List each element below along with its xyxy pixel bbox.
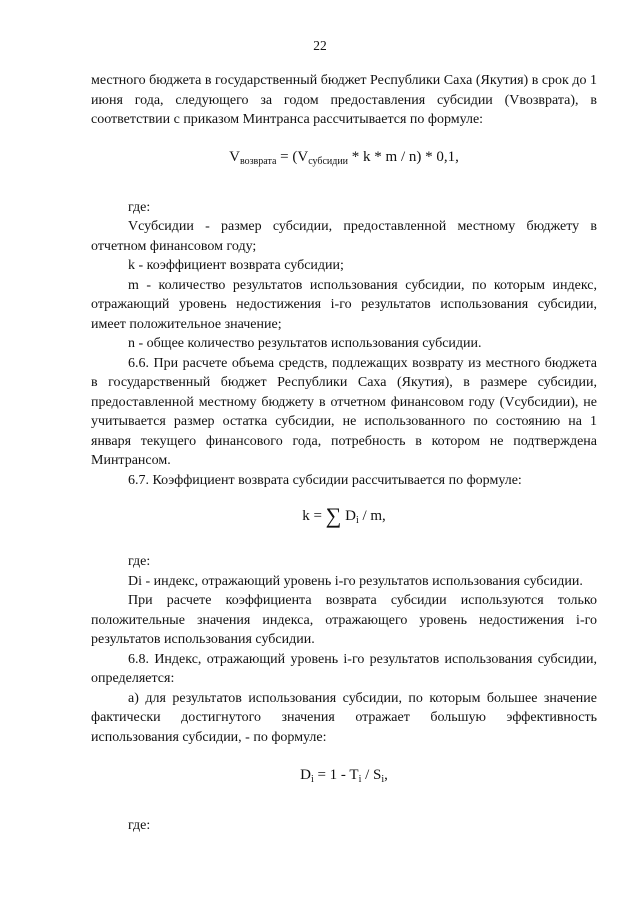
definition-m: m - количество результатов использования субсидии, по которым индекс, отражающий уровень недостижения i-го результатов использования субсидии, имеет положительное значение; <box>91 277 597 332</box>
formula-k <box>91 503 597 528</box>
formula-v-vozvrata <box>91 147 597 167</box>
formula-di-d-subscript: i <box>310 774 314 785</box>
paragraph-calculation-note: При расчете коэффициента возврата субсидии используются только положительные значения индекса, отражающего уровень недостижения i-го результатов использования субсидии. <box>91 593 597 647</box>
formula-v-subscript: возврата <box>239 155 277 167</box>
formula-di-end: , <box>384 767 388 783</box>
clause-6-6: 6.6. При расчете объема средств, подлежащих возврату из местного бюджета в государственный бюджет Республики Саха (Якутия), в размере субсидии, предоставленной местному бюджету в отчетном финансовом году (Vсубсидии), не учитывается размер остатка субсидии, не использованного по состоянию на 1 января текущего финансового года, потребность в котором не подтверждена Минтрансом. <box>91 355 597 468</box>
formula-k-d: D <box>341 508 356 524</box>
formula-vsub-subscript: субсидии <box>308 155 349 167</box>
sum-symbol: ∑ <box>325 503 342 528</box>
formula-rest: * k * m / n) * 0,1, <box>348 148 459 165</box>
clause-6-8-a: а) для результатов использования субсидии, по которым большее значение фактически достигнутого значения отражает большую эффективность использования субсидии, - по формуле: <box>91 690 597 745</box>
where-label: где: <box>128 818 151 833</box>
formula-di-s-subscript: i <box>381 774 385 785</box>
page-number: 22 <box>313 38 327 53</box>
formula-di <box>91 765 597 785</box>
definition-vsubsidii: Vсубсидии - размер субсидии, предоставленной местному бюджету в отчетном финансовом году; <box>91 219 597 254</box>
formula-k-rest: / m, <box>358 508 386 524</box>
formula-v: V <box>229 148 240 165</box>
definition-n: n - общее количество результатов использования субсидии. <box>128 336 482 351</box>
definition-k: k - коэффициент возврата субсидии; <box>128 258 344 273</box>
formula-k-lhs: k = <box>302 508 326 524</box>
formula-di-t-subscript: i <box>358 774 362 785</box>
definition-di: Di - индекс, отражающий уровень i-го результатов использования субсидии. <box>128 573 583 589</box>
formula-di-div: / S <box>361 767 382 783</box>
where-label: где: <box>128 199 151 215</box>
formula-k-d-subscript: i <box>355 515 359 526</box>
clause-6-7: 6.7. Коэффициент возврата субсидии рассчитывается по формуле: <box>128 472 522 488</box>
formula-di-d: D <box>300 767 311 783</box>
clause-6-8: 6.8. Индекс, отражающий уровень i-го результатов использования субсидии, определяется: <box>91 651 597 686</box>
paragraph-continuation: местного бюджета в государственный бюджет Республики Саха (Якутия) в срок до 1 июня года, следующего за годом предоставления субсидии (Vвозврата), в соответствии с приказом Минтранса рассчитывается по формуле: <box>91 73 597 127</box>
document-body <box>91 71 597 836</box>
where-label: где: <box>128 554 151 569</box>
formula-di-mid: = 1 - T <box>313 767 359 783</box>
formula-eq: = (V <box>276 148 309 165</box>
